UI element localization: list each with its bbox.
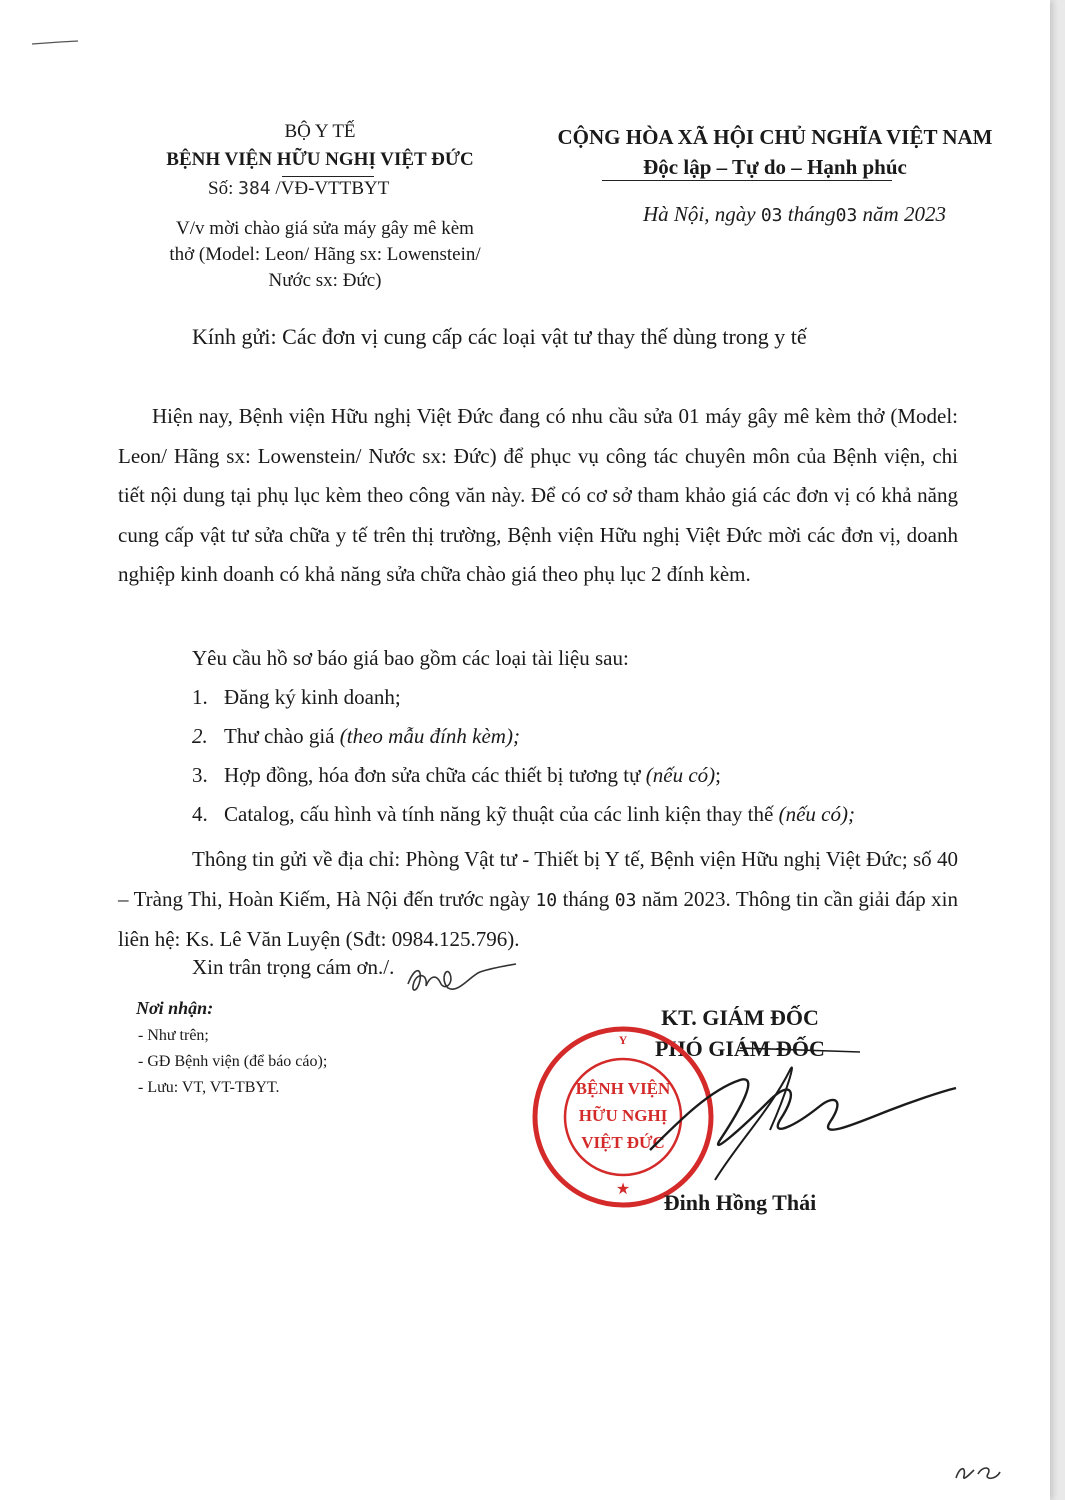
item-number: 2. xyxy=(192,724,208,748)
item-text: Đăng ký kinh doanh; xyxy=(224,685,401,709)
item-number: 3. xyxy=(192,763,208,787)
svg-text:Y: Y xyxy=(618,1033,628,1047)
document-date xyxy=(643,202,946,227)
handwritten-initials xyxy=(400,958,520,1000)
national-motto: Độc lập – Tự do – Hạnh phúc xyxy=(643,155,907,179)
hospital-name: BỆNH VIỆN HỮU NGHỊ VIỆT ĐỨC xyxy=(166,149,474,170)
addressee: Kính gửi: Các đơn vị cung cấp các loại vật tư thay thế dùng trong y tế xyxy=(192,324,807,349)
page-mark xyxy=(952,1460,1004,1484)
date-day: 03 xyxy=(760,205,783,226)
contact-paragraph xyxy=(118,840,958,960)
date-year: năm 2023 xyxy=(862,202,946,226)
item-note: (nếu có); xyxy=(778,802,855,826)
recipients-title: Nơi nhận: xyxy=(136,998,214,1018)
date-prefix: Hà Nội, ngày xyxy=(643,202,756,226)
handwritten-signature xyxy=(620,1030,960,1200)
contact-text: Thông tin gửi về địa chỉ: Phòng Vật tư - Thiết bị Y tế, Bệnh viện Hữu nghị Việt Đức; số 40 – Tràng Thi, Hoàn Kiếm, Hà Nội đến trước ngày xyxy=(118,847,958,911)
nation-name: CỘNG HÒA XÃ HỘI CHỦ NGHĨA VIỆT NAM xyxy=(557,125,993,149)
recipient-item: - Lưu: VT, VT-TBYT. xyxy=(138,1079,280,1096)
seal-line: VIỆT ĐỨC xyxy=(581,1133,665,1152)
contact-text: năm 2023. Thông tin cần giải đáp xin liên hệ: Ks. Lê Văn Luyện (Sđt: 0984.125.796). xyxy=(118,886,959,951)
date-month: 03 xyxy=(835,205,858,226)
ministry-name: BỘ Y TẾ xyxy=(284,121,356,142)
item-note: (nếu có) xyxy=(645,763,716,787)
document-number xyxy=(208,178,389,200)
requirements-title: Yêu cầu hồ sơ báo giá bao gồm các loại tài liệu sau: xyxy=(192,646,629,670)
deadline-month: 03 xyxy=(614,889,637,911)
item-number: 4. xyxy=(192,802,208,826)
item-number: 1. xyxy=(192,685,208,709)
seal-line: BỆNH VIỆN xyxy=(575,1079,671,1098)
motto-underline xyxy=(602,180,892,181)
signer-authority: KT. GIÁM ĐỐC xyxy=(661,1005,819,1030)
issuer-block xyxy=(110,118,530,174)
subject-block xyxy=(140,216,510,294)
date-month-label: tháng xyxy=(787,202,836,226)
contact-text: tháng xyxy=(557,886,615,911)
item-note: (theo mẫu đính kèm); xyxy=(339,724,520,748)
seal-line: HỮU NGHỊ xyxy=(578,1106,668,1125)
number-suffix: /VĐ-VTTBYT xyxy=(275,178,390,199)
corner-pen-mark xyxy=(30,38,80,48)
requirement-item xyxy=(192,724,520,749)
signer-name: Đinh Hồng Thái xyxy=(663,1190,817,1215)
subject-line: Nước sx: Đức) xyxy=(268,270,382,291)
requirement-item xyxy=(192,685,401,710)
number-value: 384 xyxy=(238,178,271,199)
recipient-item: - Như trên; xyxy=(138,1027,209,1044)
deadline-day: 10 xyxy=(535,889,558,911)
item-text: Hợp đồng, hóa đơn sửa chữa các thiết bị tương tự xyxy=(224,763,646,787)
national-heading xyxy=(520,122,1030,182)
issuer-underline xyxy=(282,176,374,177)
subject-line: V/v mời chào giá sửa máy gây mê kèm xyxy=(176,218,474,239)
body-paragraph: Hiện nay, Bệnh viện Hữu nghị Việt Đức đang có nhu cầu sửa 01 máy gây mê kèm thở (Model: Leon/ Hãng sx: Lowenstein/ Nước sx: Đức) để phục vụ công tác chuyên môn của Bệnh viện, chi tiết nội dung tại phụ lục kèm theo công văn này. Để có cơ sở tham khảo giá các đơn vị có khả năng cung cấp vật tư sửa chữa y tế trên thị trường, Bệnh viện Hữu nghị Việt Đức mời các đơn vị, doanh nghiệp kinh doanh có khả năng sửa chữa chào giá theo phụ lục 2 đính kèm. xyxy=(118,404,958,586)
requirement-item xyxy=(192,802,855,827)
signer-title: PHÓ GIÁM ĐỐC xyxy=(655,1036,825,1061)
requirement-item xyxy=(192,763,721,788)
item-tail: ; xyxy=(715,763,721,787)
svg-text:★: ★ xyxy=(615,1181,631,1198)
item-text: Thư chào giá xyxy=(224,724,340,748)
recipient-item: - GĐ Bệnh viện (để báo cáo); xyxy=(138,1053,328,1070)
subject-line: thở (Model: Leon/ Hãng sx: Lowenstein/ xyxy=(169,244,481,265)
closing-thanks: Xin trân trọng cám ơn./. xyxy=(192,955,395,979)
number-prefix: Số: xyxy=(208,178,234,199)
item-text: Catalog, cấu hình và tính năng kỹ thuật của các linh kiện thay thế xyxy=(224,802,779,826)
